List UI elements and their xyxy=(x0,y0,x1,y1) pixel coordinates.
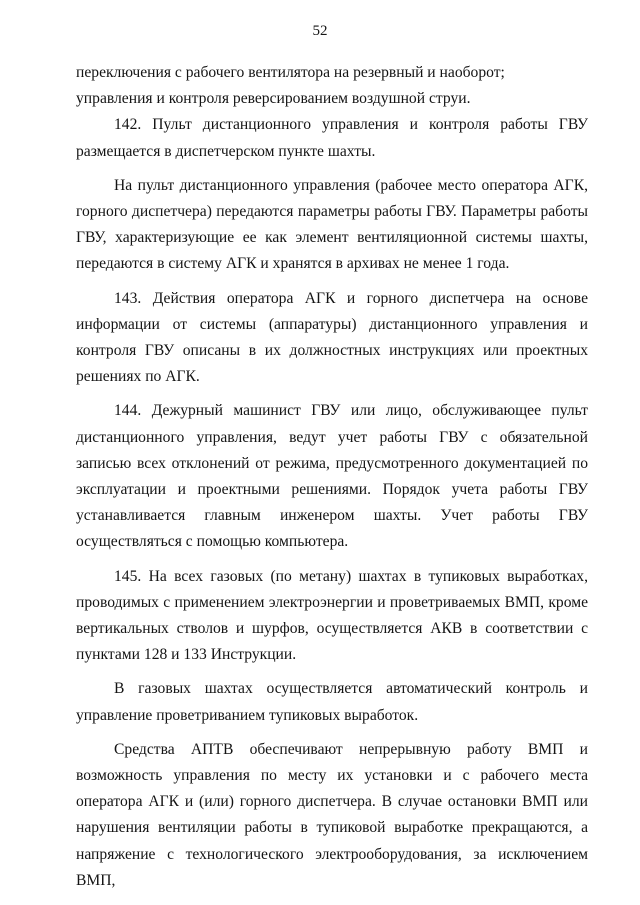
paragraph-5: 143. Действия оператора АГК и горного диспетчера на основе информации от системы (аппаратуры) дистанционного управления и контроля ГВУ описаны в их должностных инструкциях или проектных решениях по АГК. xyxy=(76,289,588,386)
paragraph-3: 142. Пульт дистанционного управления и контроля работы ГВУ размещается в диспетчерском пункте шахты. xyxy=(76,116,588,160)
paragraph-2: управления и контроля реверсированием воздушной струи. xyxy=(76,90,471,108)
paragraph-1: переключения с рабочего вентилятора на резервный и наоборот; xyxy=(76,64,505,81)
paragraph-8: В газовых шахтах осуществляется автоматический контроль и управление проветриванием тупиковых выработок. xyxy=(76,680,588,724)
page-number: 52 xyxy=(312,23,328,39)
paragraph-6: 144. Дежурный машинист ГВУ или лицо, обслуживающее пульт дистанционного управления, ведут учет работы ГВУ с обязательной записью всех отклонений от режима, предусмотренного документацией по эксплуатации и проектными решениями. Порядок учета работы ГВУ устанавливается главным инженером шахты. Учет работы ГВУ осуществляться с помощью компьютера. xyxy=(76,402,588,551)
paragraph-9: Средства АПТВ обеспечивают непрерывную работу ВМП и возможность управления по месту их установки и с рабочего места оператора АГК и (или) горного диспетчера. В случае остановки ВМП или нарушения вентиляции работы в тупиковой выработке прекращаются, а напряжение с технологического электрооборудования, за исключением ВМП, xyxy=(76,740,588,889)
paragraph-4: На пульт дистанционного управления (рабочее место оператора АГК, горного диспетчера) передаются параметры работы ГВУ. Параметры работы ГВУ, характеризующие ее как элемент вентиляционной системы шахты, передаются в систему АГК и хранятся в архивах не менее 1 года. xyxy=(76,176,588,273)
document-body xyxy=(76,60,588,894)
paragraph-7: 145. На всех газовых (по метану) шахтах в тупиковых выработках, проводимых с применением электроэнергии и проветриваемых ВМП, кроме вертикальных стволов и шурфов, осуществляется АКВ в соответствии с пунктами 128 и 133 Инструкции. xyxy=(76,567,588,664)
